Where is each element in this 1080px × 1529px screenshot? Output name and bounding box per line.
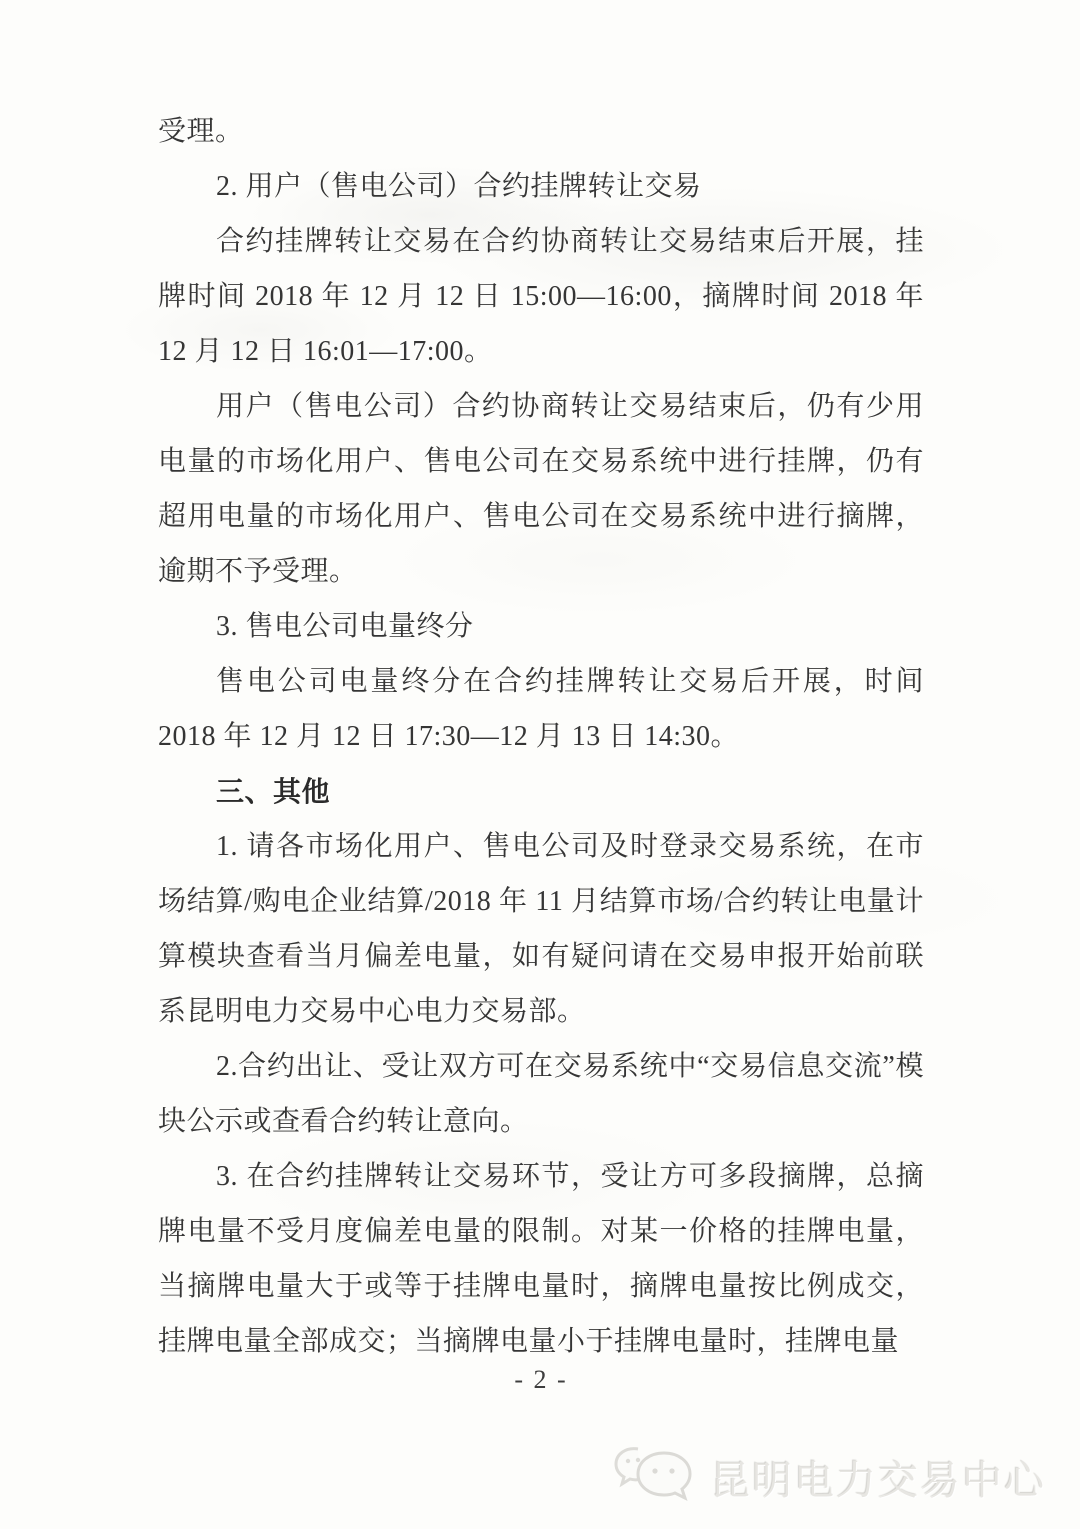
paragraph: 合约挂牌转让交易在合约协商转让交易结束后开展，挂牌时间 2018 年 12 月 12 日 15:00—16:00，摘牌时间 2018 年 12 月 12 日 16:01—17:00。 bbox=[158, 226, 924, 367]
section-heading: 三、其他 bbox=[216, 776, 331, 807]
wechat-icon bbox=[608, 1441, 700, 1513]
footer-watermark-text: 昆明电力交易中心 bbox=[710, 1458, 1046, 1503]
paragraph: 2.合约出让、受让双方可在交易系统中“交易信息交流”模块公示或查看合约转让意向。 bbox=[158, 1051, 924, 1137]
paragraph: 3. 在合约挂牌转让交易环节，受让方可多段摘牌，总摘牌电量不受月度偏差电量的限制。对某一价格的挂牌电量，当摘牌电量大于或等于挂牌电量时，摘牌电量按比例成交，挂牌电量全部成交；当摘牌电量小于挂牌电量时，挂牌电量 bbox=[158, 1161, 924, 1357]
footer-watermark bbox=[608, 1441, 1046, 1513]
document-body bbox=[158, 104, 924, 1369]
paragraph: 售电公司电量终分在合约挂牌转让交易后开展，时间 2018 年 12 月 12 日 17:30—12 月 13 日 14:30。 bbox=[158, 666, 924, 752]
paragraph: 受理。 bbox=[158, 116, 244, 147]
paragraph: 2. 用户（售电公司）合约挂牌转让交易 bbox=[216, 171, 702, 202]
paragraph: 用户（售电公司）合约协商转让交易结束后，仍有少用电量的市场化用户、售电公司在交易系统中进行挂牌，仍有超用电量的市场化用户、售电公司在交易系统中进行摘牌，逾期不予受理。 bbox=[158, 391, 924, 587]
paragraph: 3. 售电公司电量终分 bbox=[216, 611, 474, 642]
page-number: - 2 - bbox=[514, 1365, 568, 1394]
paragraph: 1. 请各市场化用户、售电公司及时登录交易系统，在市场结算/购电企业结算/2018 年 11 月结算市场/合约转让电量计算模块查看当月偏差电量，如有疑问请在交易申报开始前联系昆明电力交易中心电力交易部。 bbox=[158, 831, 924, 1027]
